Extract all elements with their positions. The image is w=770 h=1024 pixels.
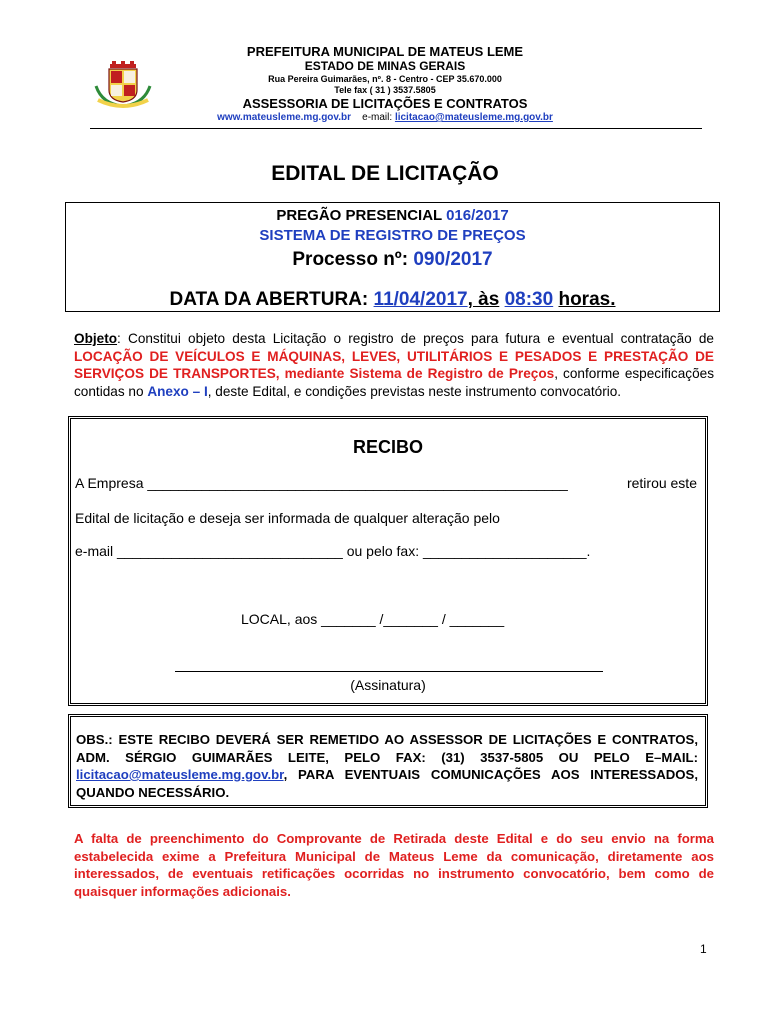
signature-label: (Assinatura) — [350, 677, 426, 693]
processo-number: 090/2017 — [413, 249, 493, 270]
empresa-field: A Empresa ______________________________________________________ — [75, 475, 568, 491]
anexo-reference: Anexo – I — [147, 383, 208, 399]
pregao-line — [66, 207, 719, 224]
email-label: e-mail: — [362, 112, 393, 123]
abertura-line — [66, 289, 719, 311]
abertura-date: 11/04/2017 — [373, 289, 468, 310]
contact-line — [170, 112, 600, 123]
registro-line: SISTEMA DE REGISTRO DE PREÇOS — [259, 227, 526, 244]
telefax: Tele fax ( 31 ) 3537.5805 — [334, 85, 436, 95]
email-link[interactable]: licitacao@mateusleme.mg.gov.br — [394, 112, 553, 123]
pregao-number: 016/2017 — [446, 207, 509, 224]
abertura-sep: , às — [467, 289, 500, 310]
municipal-crest-icon — [92, 60, 154, 110]
department-name: ASSESSORIA DE LICITAÇÕES E CONTRATOS — [242, 96, 528, 111]
local-date-line: LOCAL, aos _______ /_______ / _______ — [241, 611, 505, 627]
warning-paragraph: A falta de preenchimento do Comprovante de Retirada deste Edital e do seu envio na forma estabelecida exime a Prefeitura Municipal de Mateus Leme da comunicação, diretamente aos interessados, de eventuais retificações ocorridas no instrumento convocatório, bem como de quaisquer informações adicionais. — [74, 831, 714, 899]
obs-text-1: OBS.: ESTE RECIBO DEVERÁ SER REMETIDO AO ASSESSOR DE LICITAÇÕES E CONTRATOS, ADM. SÉRGIO GUIMARÃES LEITE, PELO FAX: (31) 3537-5805 OU PELO E–MAIL: — [76, 732, 698, 765]
obs-box — [68, 714, 708, 808]
recibo-title: RECIBO — [352, 437, 423, 457]
objeto-label: Objeto — [74, 331, 118, 346]
empresa-line — [75, 475, 697, 491]
abertura-label: DATA DA ABERTURA: — [169, 289, 369, 310]
abertura-time: 08:30 — [504, 289, 554, 310]
edital-line: Edital de licitação e deseja ser informada de qualquer alteração pelo — [75, 510, 500, 526]
obs-email-link[interactable]: licitacao@mateusleme.mg.gov.br — [76, 767, 284, 782]
processo-line — [66, 249, 719, 271]
obs-text — [76, 731, 698, 801]
page-title: EDITAL DE LICITAÇÃO — [271, 162, 499, 185]
header-divider — [90, 128, 702, 129]
address: Rua Pereira Guimarães, nº. 8 - Centro - CEP 35.670.000 — [268, 74, 502, 84]
prefeitura-name: PREFEITURA MUNICIPAL DE MATEUS LEME — [246, 44, 524, 59]
process-box — [65, 202, 720, 312]
processo-label: Processo nº: — [292, 249, 409, 270]
page-number: 1 — [700, 942, 707, 956]
abertura-suffix: horas. — [558, 289, 616, 310]
state-name: ESTADO DE MINAS GERAIS — [304, 59, 466, 73]
signature-line — [175, 671, 603, 672]
objeto-paragraph — [74, 330, 714, 400]
email-fax-line: e-mail _____________________________ ou pelo fax: _____________________. — [75, 543, 591, 559]
empresa-line-end: retirou este — [626, 475, 697, 491]
objeto-text-2: , conforme especificações contidas no — [74, 366, 714, 399]
recibo-box — [68, 416, 708, 706]
obs-text-2: , PARA EVENTUAIS COMUNICAÇÕES AOS INTERESSADOS, QUANDO NECESSÁRIO. — [76, 767, 698, 800]
pregao-label: PREGÃO PRESENCIAL — [276, 207, 442, 224]
objeto-text-1: : Constitui objeto desta Licitação o registro de preços para futura e eventual contratação de — [117, 331, 714, 346]
website-link[interactable]: www.mateusleme.mg.gov.br — [217, 112, 352, 123]
objeto-text-3: , deste Edital, e condições previstas neste instrumento convocatório. — [207, 383, 622, 399]
objeto-highlight: LOCAÇÃO DE VEÍCULOS E MÁQUINAS, LEVES, UTILITÁRIOS E PESADOS E PRESTAÇÃO DE SERVIÇOS DE TRANSPORTES, mediante Sistema de Registro de Preços — [74, 348, 714, 381]
